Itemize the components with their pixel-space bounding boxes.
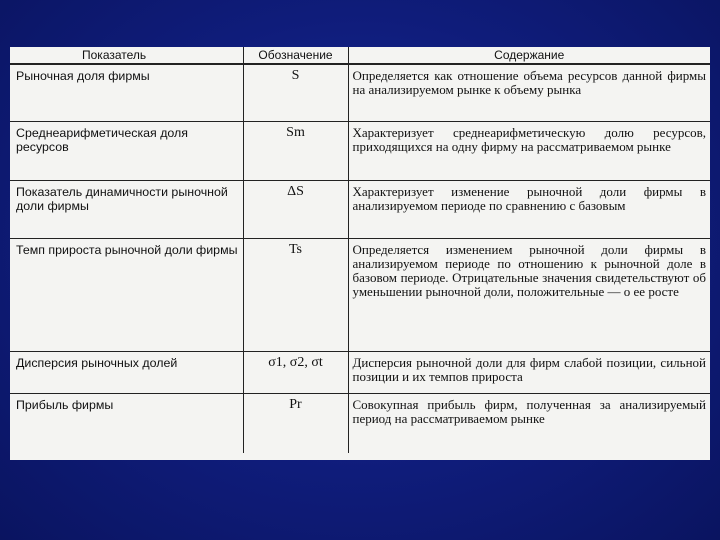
indicator-symbol: σ1, σ2, σt bbox=[243, 351, 348, 393]
indicator-content: Характеризует среднеарифметическую долю ресурсов, приходящихся на одну фирму на рассматриваемом рынке bbox=[348, 121, 710, 180]
header-indicator: Показатель bbox=[10, 47, 243, 64]
indicator-symbol: Pr bbox=[243, 393, 348, 453]
indicator-content: Дисперсия рыночной доли для фирм слабой позиции, сильной позиции и их темпов прироста bbox=[348, 351, 710, 393]
indicator-name: Прибыль фирмы bbox=[16, 397, 114, 412]
indicator-name: Дисперсия рыночных долей bbox=[10, 351, 243, 393]
table-row bbox=[10, 180, 710, 238]
indicator-name: Рыночная доля фирмы bbox=[10, 64, 243, 121]
indicator-content: Совокупная прибыль фирм, полученная за анализируемый период на рассматриваемом рынке bbox=[348, 393, 710, 453]
indicator-name: Темп прироста рыночной доли фирмы bbox=[10, 238, 243, 351]
indicator-symbol: Sm bbox=[243, 121, 348, 180]
indicator-name: Показатель динамичности рыночной доли фирмы bbox=[10, 180, 243, 238]
indicator-symbol: ΔS bbox=[243, 180, 348, 238]
table-row bbox=[10, 238, 710, 351]
header-symbol: Обозначение bbox=[243, 47, 348, 64]
indicators-table bbox=[10, 47, 710, 453]
indicator-name: Среднеарифметическая доля ресурсов bbox=[10, 121, 243, 180]
table-row bbox=[10, 393, 710, 453]
table-row bbox=[10, 64, 710, 121]
table-row bbox=[10, 351, 710, 393]
indicator-content: Характеризует изменение рыночной доли фирмы в анализируемом периоде по сравнению с базовым bbox=[348, 180, 710, 238]
indicator-symbol: Ts bbox=[243, 238, 348, 351]
table-header-row bbox=[10, 47, 710, 64]
table-row bbox=[10, 121, 710, 180]
header-content: Содержание bbox=[348, 47, 710, 64]
indicator-content: Определяется изменением рыночной доли фирмы в анализируемом периоде по отношению к рыночной доле в базовом периоде. Отрицательные значения свидетельствуют об уменьшении рыночной доли, положительные — о ее росте bbox=[348, 238, 710, 351]
indicator-content: Определяется как отношение объема ресурсов данной фирмы на анализируемом рынке к объему рынка bbox=[348, 64, 710, 121]
table-sheet bbox=[10, 47, 710, 460]
indicator-symbol: S bbox=[243, 64, 348, 121]
